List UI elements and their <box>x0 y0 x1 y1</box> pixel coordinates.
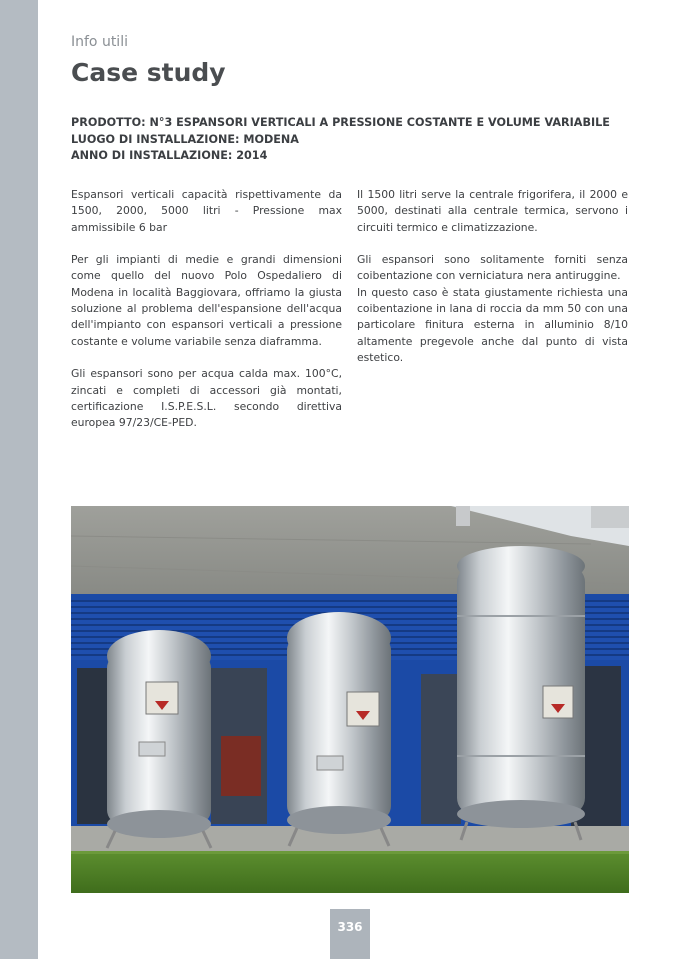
product-line: PRODOTTO: N°3 ESPANSORI VERTICALI A PRESSIONE COSTANTE E VOLUME VARIABILE <box>71 116 610 129</box>
case-study-meta <box>71 115 631 165</box>
year-line: ANNO DI INSTALLAZIONE: 2014 <box>71 149 268 162</box>
tank-small <box>107 630 211 848</box>
page-number: 336 <box>330 909 370 959</box>
paragraph: In questo caso è stata giustamente richiesta una coibentazione in lana di roccia da mm 50 con una particolare finitura esterna in alluminio 8/10 altamente pregevole anche dal punto di vista estetico. <box>357 285 628 364</box>
paragraph: Gli espansori sono solitamente forniti senza coibentazione con verniciatura nera antiruggine. <box>357 253 628 283</box>
side-color-bar <box>0 0 38 959</box>
paragraph: Il 1500 litri serve la centrale frigorifera, il 2000 e 5000, destinati alla centrale termica, servono i circuiti termico e climatizzazione. <box>357 188 628 234</box>
paragraph: Espansori verticali capacità rispettivamente da 1500, 2000, 5000 litri - Pressione max ammissibile 6 bar <box>71 188 342 234</box>
section-label: Info utili <box>71 34 128 50</box>
tank-large <box>457 546 585 840</box>
paragraph: Per gli impianti di medie e grandi dimensioni come quello del nuovo Polo Ospedaliero di Modena in località Baggiovara, offriamo la giusta soluzione al problema dell'espansione dell'acqua dell'impianto con espansori verticali a pressione costante e volume variabile senza diaframma. <box>71 253 342 348</box>
location-line: LUOGO DI INSTALLAZIONE: MODENA <box>71 132 299 146</box>
tank-medium <box>287 612 391 846</box>
installation-photo <box>71 506 629 893</box>
page-title: Case study <box>71 58 226 87</box>
paragraph: Gli espansori sono per acqua calda max. 100°C, zincati e completi di accessori già montati, certificazione I.S.P.E.S.L. secondo direttiva europea 97/23/CE-PED. <box>71 367 342 430</box>
body-column-right <box>357 187 628 383</box>
body-column-left <box>71 187 342 448</box>
